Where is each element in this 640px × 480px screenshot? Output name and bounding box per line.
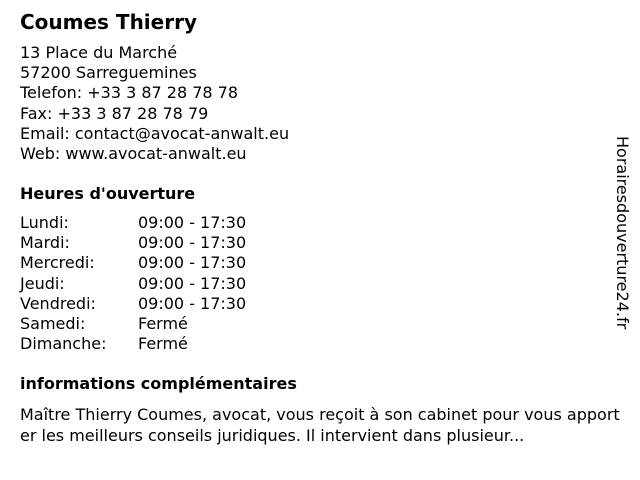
hours-row-mardi — [20, 233, 246, 253]
business-name: Coumes Thierry — [20, 10, 197, 34]
hours-day: Lundi: — [20, 213, 69, 232]
hours-time: 09:00 - 17:30 — [138, 233, 247, 253]
opening-hours-heading: Heures d'ouverture — [20, 184, 196, 203]
site-brand-vertical: Horairesdouverture24.fr — [613, 136, 632, 330]
hours-day: Dimanche: — [20, 334, 107, 354]
hours-time: 09:00 - 17:30 — [138, 293, 247, 313]
hours-time: 09:00 - 17:30 — [138, 253, 247, 273]
hours-row-vendredi — [20, 294, 246, 314]
contact-block — [20, 43, 289, 164]
address-city: 57200 Sarreguemines — [20, 63, 197, 83]
hours-row-mercredi — [20, 253, 246, 273]
hours-day: Vendredi: — [20, 293, 96, 313]
hours-day: Jeudi: — [20, 273, 65, 293]
hours-row-samedi — [20, 314, 246, 334]
hours-day: Mercredi: — [20, 253, 95, 273]
hours-day: Samedi: — [20, 314, 86, 334]
hours-row-jeudi — [20, 274, 246, 294]
hours-row-dimanche — [20, 334, 246, 354]
opening-hours-table — [20, 213, 246, 354]
additional-info-heading: informations complémentaires — [20, 374, 297, 393]
email-address: Email: contact@avocat-anwalt.eu — [20, 123, 290, 143]
website-address: Web: www.avocat-anwalt.eu — [20, 144, 247, 164]
fax-number: Fax: +33 3 87 28 78 79 — [20, 103, 209, 123]
business-description: Maître Thierry Coumes, avocat, vous reçoit à son cabinet pour vous apporter les meilleurs conseils juridiques. Il intervient dans plusieur... — [20, 405, 620, 445]
hours-row-lundi — [20, 213, 246, 233]
hours-time: Fermé — [138, 334, 188, 354]
phone-number: Telefon: +33 3 87 28 78 78 — [20, 83, 239, 103]
hours-time: 09:00 - 17:30 — [138, 213, 247, 232]
hours-time: 09:00 - 17:30 — [138, 273, 247, 293]
hours-day: Mardi: — [20, 233, 70, 253]
address-street: 13 Place du Marché — [20, 43, 178, 62]
hours-time: Fermé — [138, 314, 188, 334]
